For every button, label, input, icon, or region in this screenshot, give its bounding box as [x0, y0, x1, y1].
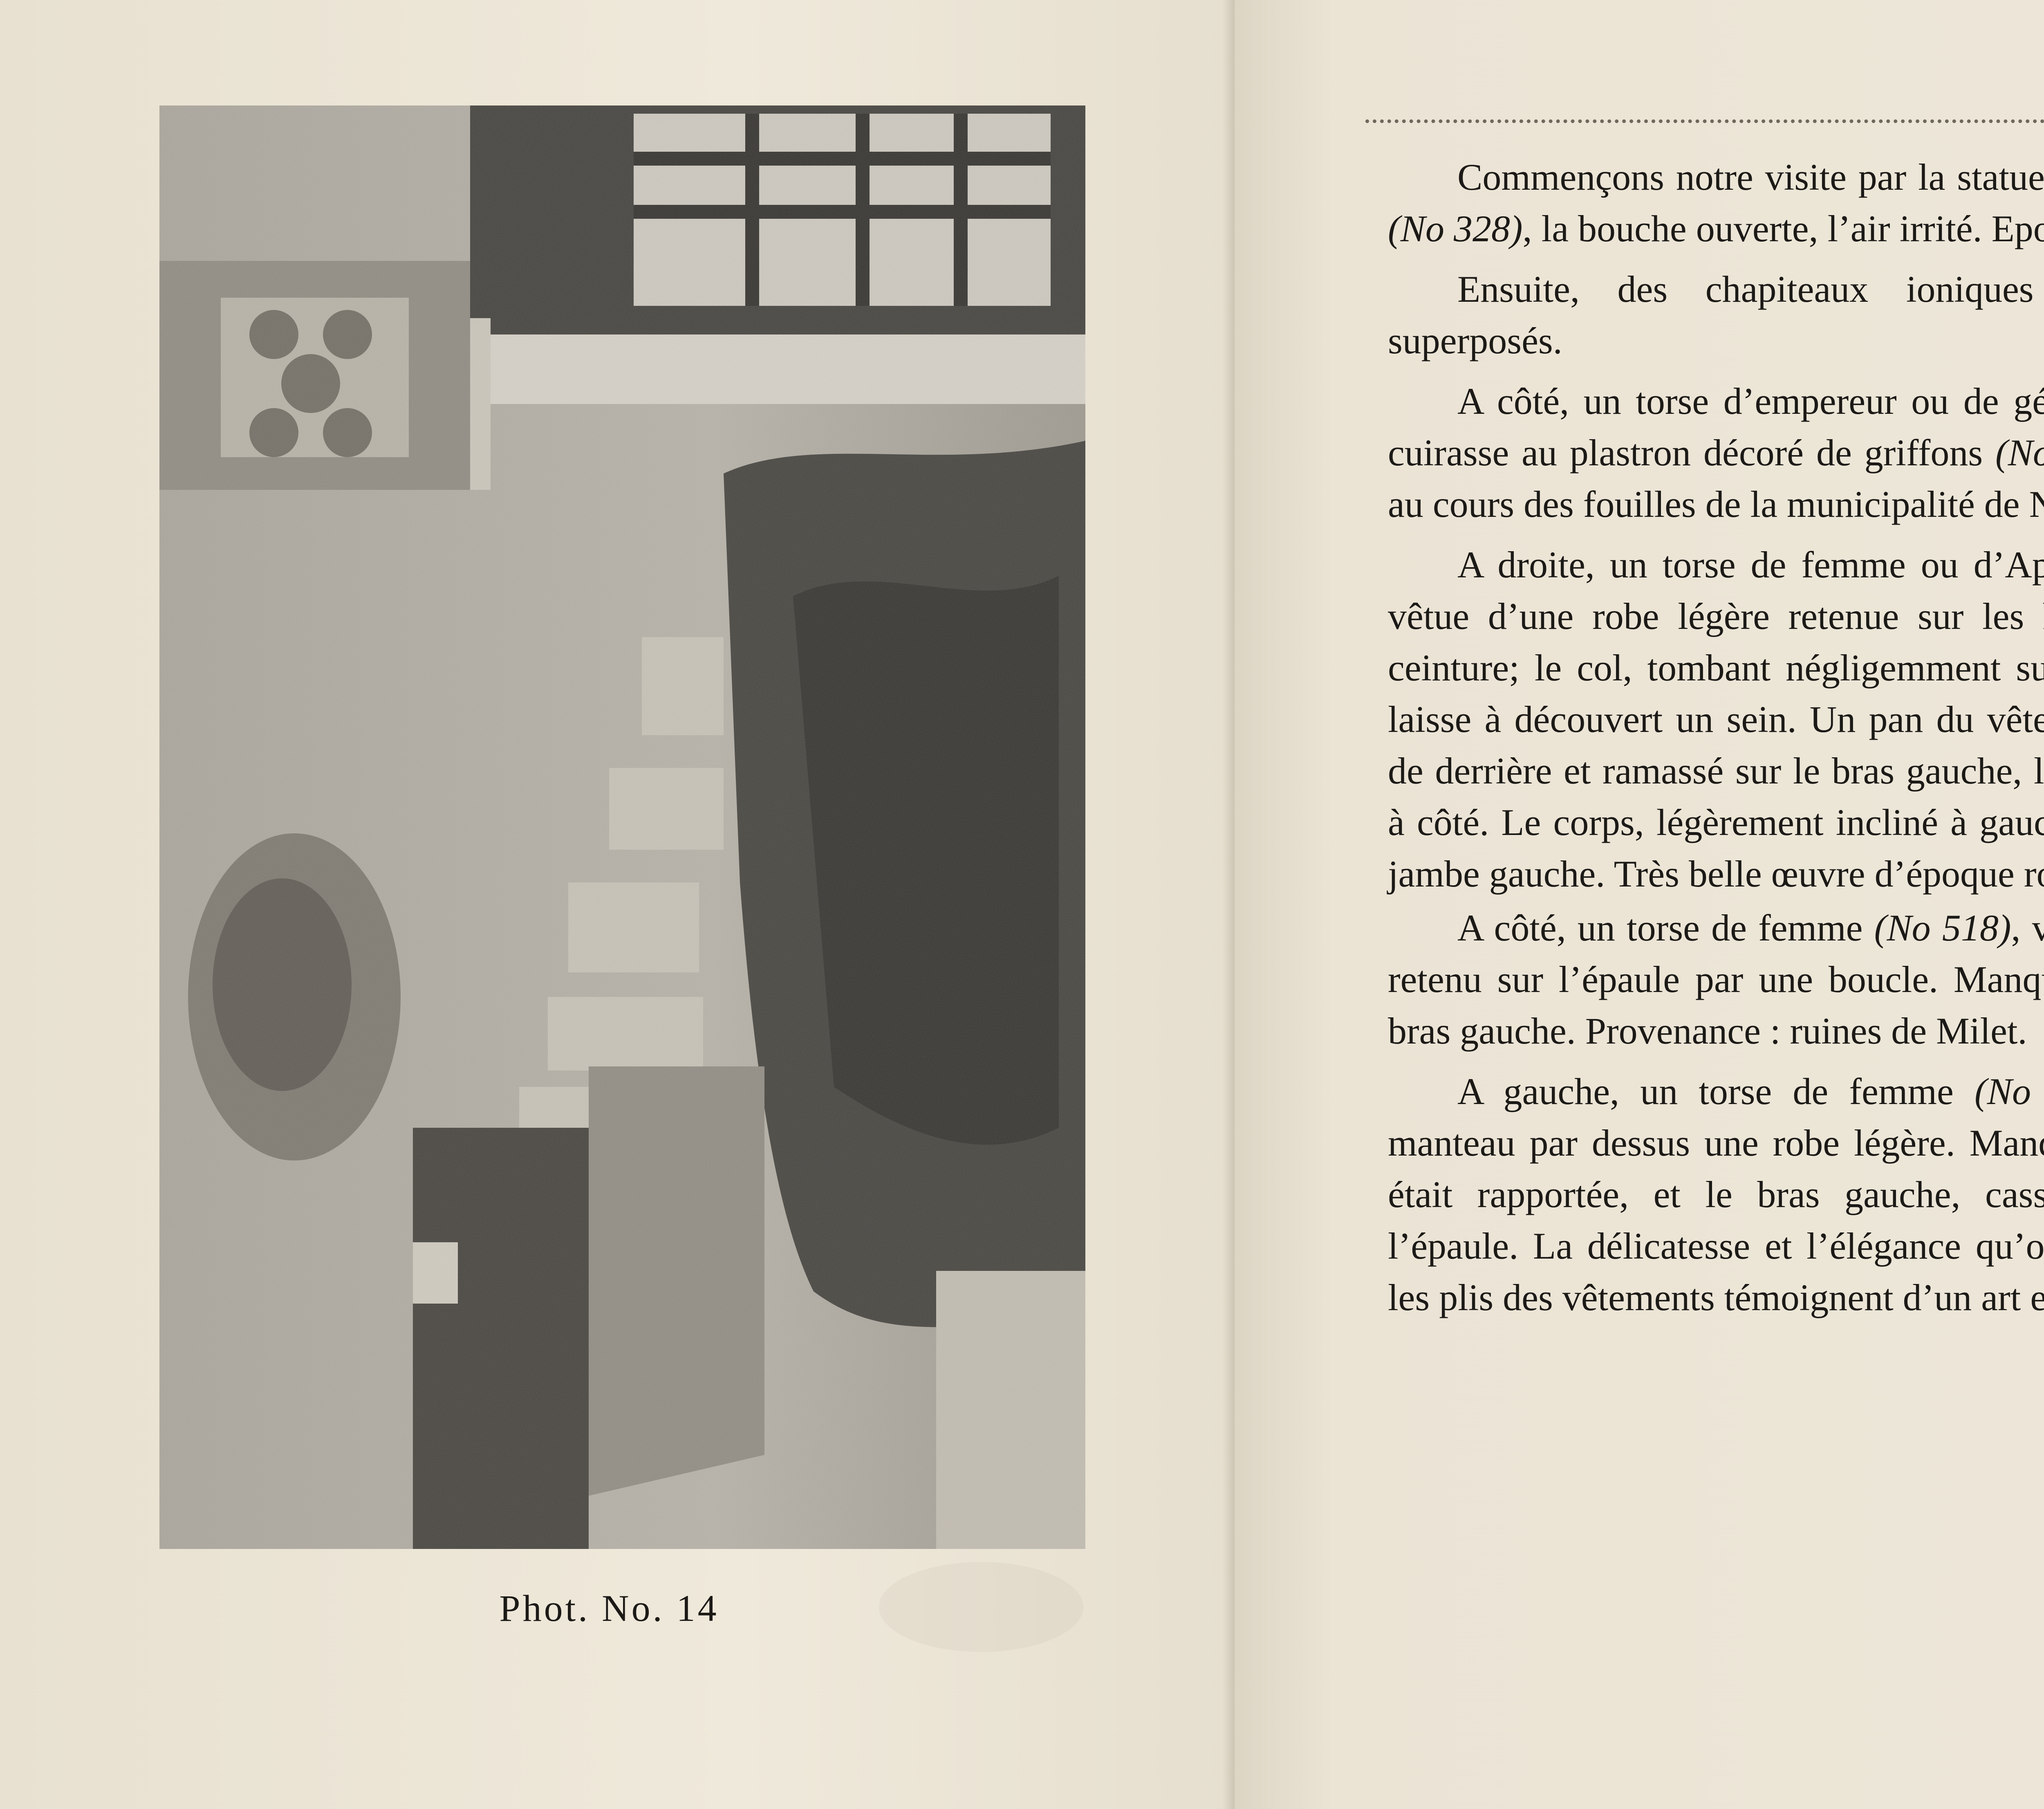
catalog-ref: (No	[1975, 1071, 2044, 1112]
catalog-ref: (No 518)	[1874, 907, 2011, 949]
paragraph: A droite, un torse de femme ou d’Ap vêtue d’une robe légère retenue sur les ceinture; le col, tombant négligemment su laisse à découvert un sein. Un pan du vête de derrière et ramassé sur le bras gauche, l à côté. Le corps, légèrement incliné à gauc jambe gauche. Très belle œuvre d’époque r	[1388, 539, 2044, 900]
paragraph: A côté, un torse d’empereur ou de gé cuirasse au plastron décoré de griffons (N au cours des fouilles de la municipalité de N	[1388, 375, 2044, 530]
paragraph: Ensuite, des chapiteaux ioniques superposés.	[1388, 263, 2044, 366]
photo-caption: Phot. No. 14	[474, 1587, 744, 1630]
catalog-ref: (N	[1995, 432, 2044, 474]
catalog-ref: (No 328)	[1388, 208, 1523, 249]
paragraph: A gauche, un torse de femme (No manteau par dessus une robe légère. Man était rapportée, et le bras gauche, cass l’épaule. La délicatesse et l’élégance qu’o les plis des vêtements témoignent d’un art e	[1388, 1066, 2044, 1323]
paragraph: Commençons notre visite par la statue (No 328), la bouche ouverte, l’air irrité. Epo	[1388, 151, 2044, 254]
paragraph: A côté, un torse de femme (No 518), v retenu sur l’épaule par une boucle. Manq bras gauche. Provenance : ruines de Milet.	[1388, 902, 2044, 1057]
